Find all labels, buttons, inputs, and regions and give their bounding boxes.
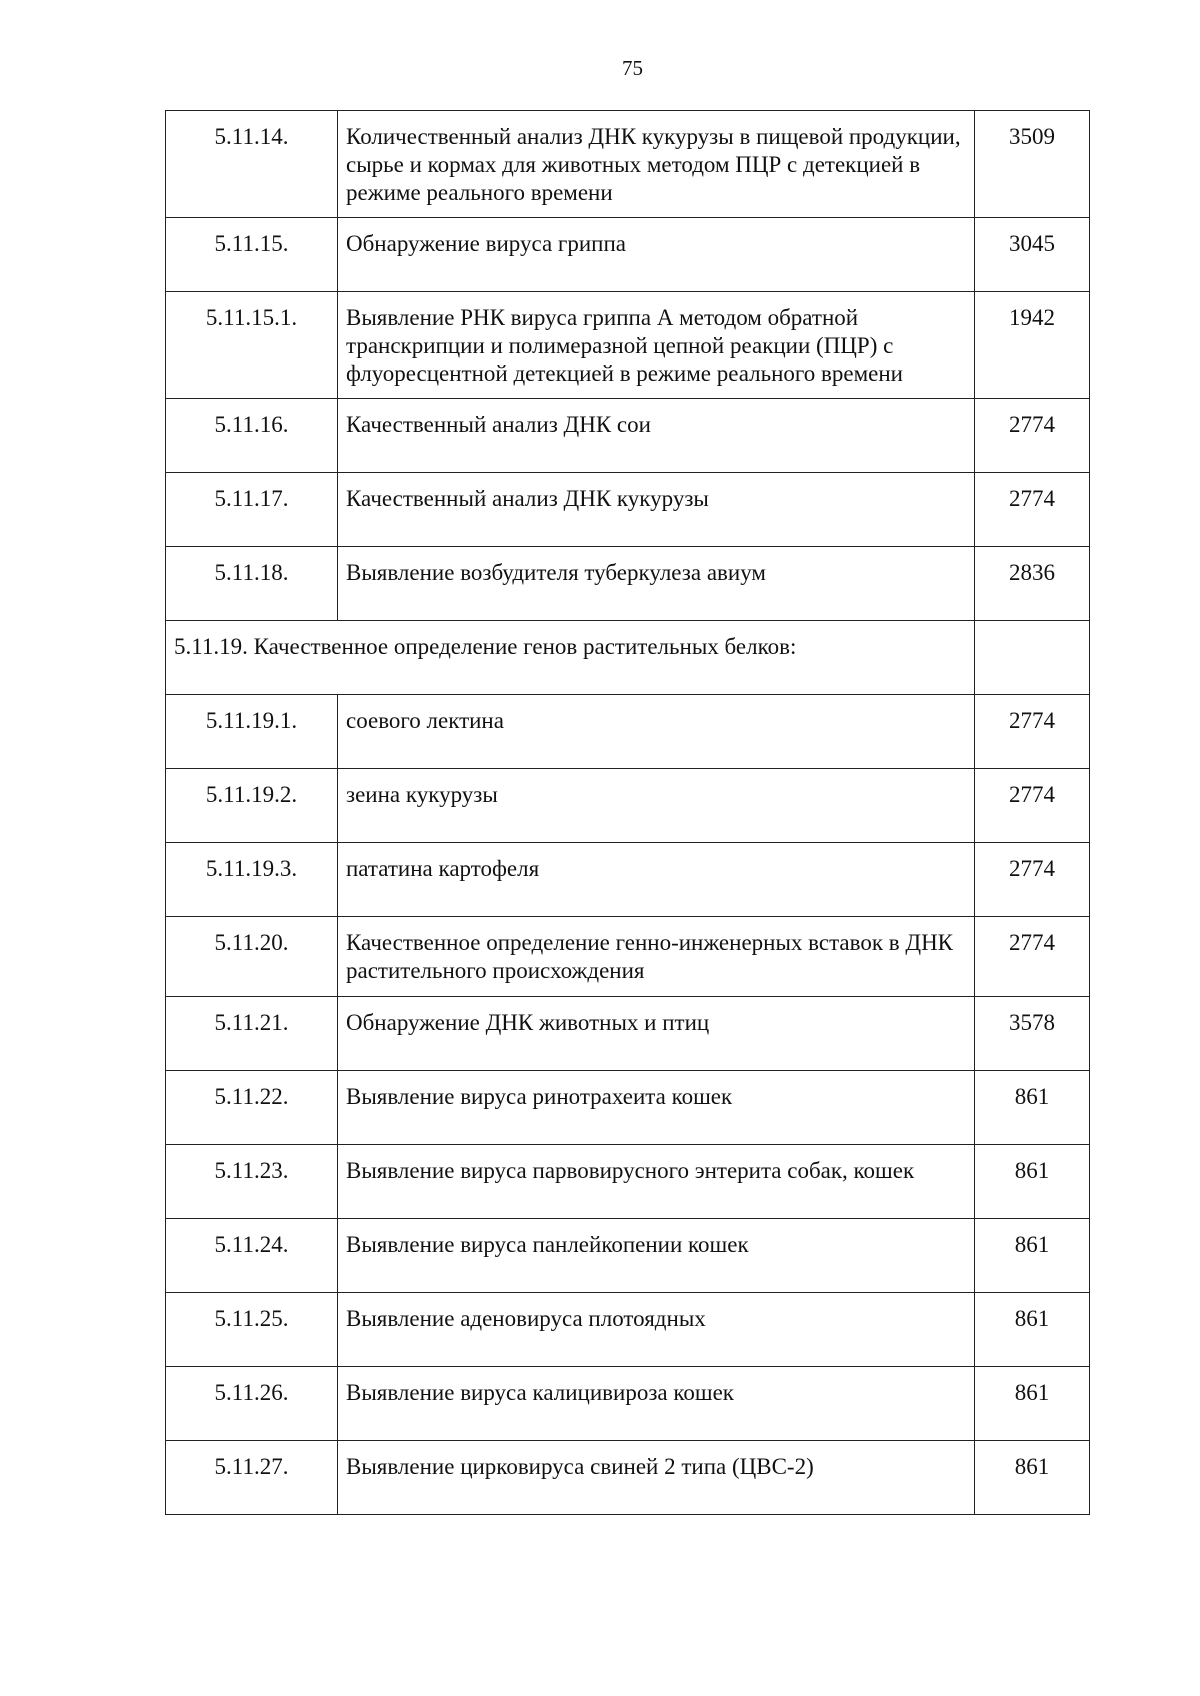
item-code: 5.11.16. — [166, 399, 338, 473]
item-code: 5.11.19.2. — [166, 769, 338, 843]
item-price: 2774 — [975, 695, 1090, 769]
table-row — [166, 1071, 1090, 1145]
item-price: 861 — [975, 1219, 1090, 1293]
item-price: 861 — [975, 1145, 1090, 1219]
item-code: 5.11.25. — [166, 1293, 338, 1367]
item-name: Обнаружение ДНК животных и птиц — [338, 997, 975, 1071]
item-price: 3509 — [975, 111, 1090, 218]
item-name: Выявление РНК вируса гриппа А методом обратной транскрипции и полимеразной цепной реакции (ПЦР) с флуоресцентной детекцией в режиме реального времени — [338, 292, 975, 399]
item-price: 2774 — [975, 769, 1090, 843]
price-table — [165, 110, 1090, 1515]
section-heading: 5.11.19. Качественное определение генов растительных белков: — [166, 621, 975, 695]
page-number: 75 — [622, 56, 643, 80]
item-code: 5.11.18. — [166, 547, 338, 621]
item-name: Выявление аденовируса плотоядных — [338, 1293, 975, 1367]
table-row — [166, 111, 1090, 218]
item-price: 861 — [975, 1441, 1090, 1515]
item-price: 2774 — [975, 399, 1090, 473]
item-code: 5.11.24. — [166, 1219, 338, 1293]
item-code: 5.11.15.1. — [166, 292, 338, 399]
item-name: Выявление вируса ринотрахеита кошек — [338, 1071, 975, 1145]
table-row — [166, 695, 1090, 769]
table-row — [166, 218, 1090, 292]
item-name: Выявление цирковируса свиней 2 типа (ЦВС-2) — [338, 1441, 975, 1515]
item-code: 5.11.20. — [166, 917, 338, 997]
item-name: зеина кукурузы — [338, 769, 975, 843]
item-code: 5.11.19.3. — [166, 843, 338, 917]
item-name: соевого лектина — [338, 695, 975, 769]
item-price: 3578 — [975, 997, 1090, 1071]
item-price: 2774 — [975, 473, 1090, 547]
table-row — [166, 1367, 1090, 1441]
table-row — [166, 1441, 1090, 1515]
table-row — [166, 292, 1090, 399]
item-price: 861 — [975, 1367, 1090, 1441]
item-name: Выявление вируса парвовирусного энтерита собак, кошек — [338, 1145, 975, 1219]
table-row — [166, 399, 1090, 473]
item-code: 5.11.17. — [166, 473, 338, 547]
table-row — [166, 1145, 1090, 1219]
table-row — [166, 473, 1090, 547]
item-price: 2774 — [975, 843, 1090, 917]
item-name: Качественный анализ ДНК кукурузы — [338, 473, 975, 547]
table-row — [166, 997, 1090, 1071]
table-row — [166, 843, 1090, 917]
table-row — [166, 1219, 1090, 1293]
item-price: 2774 — [975, 917, 1090, 997]
table-row — [166, 917, 1090, 997]
item-code: 5.11.27. — [166, 1441, 338, 1515]
item-code: 5.11.26. — [166, 1367, 338, 1441]
item-price: 3045 — [975, 218, 1090, 292]
item-price: 2836 — [975, 547, 1090, 621]
item-code: 5.11.14. — [166, 111, 338, 218]
item-price: 1942 — [975, 292, 1090, 399]
table-row — [166, 769, 1090, 843]
item-price: 861 — [975, 1071, 1090, 1145]
item-name: Качественное определение генно-инженерных вставок в ДНК растительного происхождения — [338, 917, 975, 997]
item-name: Выявление возбудителя туберкулеза авиум — [338, 547, 975, 621]
item-name: пататина картофеля — [338, 843, 975, 917]
item-code: 5.11.23. — [166, 1145, 338, 1219]
table-row — [166, 1293, 1090, 1367]
empty-price-cell — [975, 621, 1090, 695]
item-name: Качественный анализ ДНК сои — [338, 399, 975, 473]
item-code: 5.11.19.1. — [166, 695, 338, 769]
table-row — [166, 547, 1090, 621]
item-name: Выявление вируса калицивироза кошек — [338, 1367, 975, 1441]
item-name: Количественный анализ ДНК кукурузы в пищевой продукции, сырье и кормах для животных методом ПЦР с детекцией в режиме реального времени — [338, 111, 975, 218]
item-name: Обнаружение вируса гриппа — [338, 218, 975, 292]
item-code: 5.11.22. — [166, 1071, 338, 1145]
item-code: 5.11.21. — [166, 997, 338, 1071]
section-heading-row — [166, 621, 1090, 695]
item-code: 5.11.15. — [166, 218, 338, 292]
item-name: Выявление вируса панлейкопении кошек — [338, 1219, 975, 1293]
item-price: 861 — [975, 1293, 1090, 1367]
